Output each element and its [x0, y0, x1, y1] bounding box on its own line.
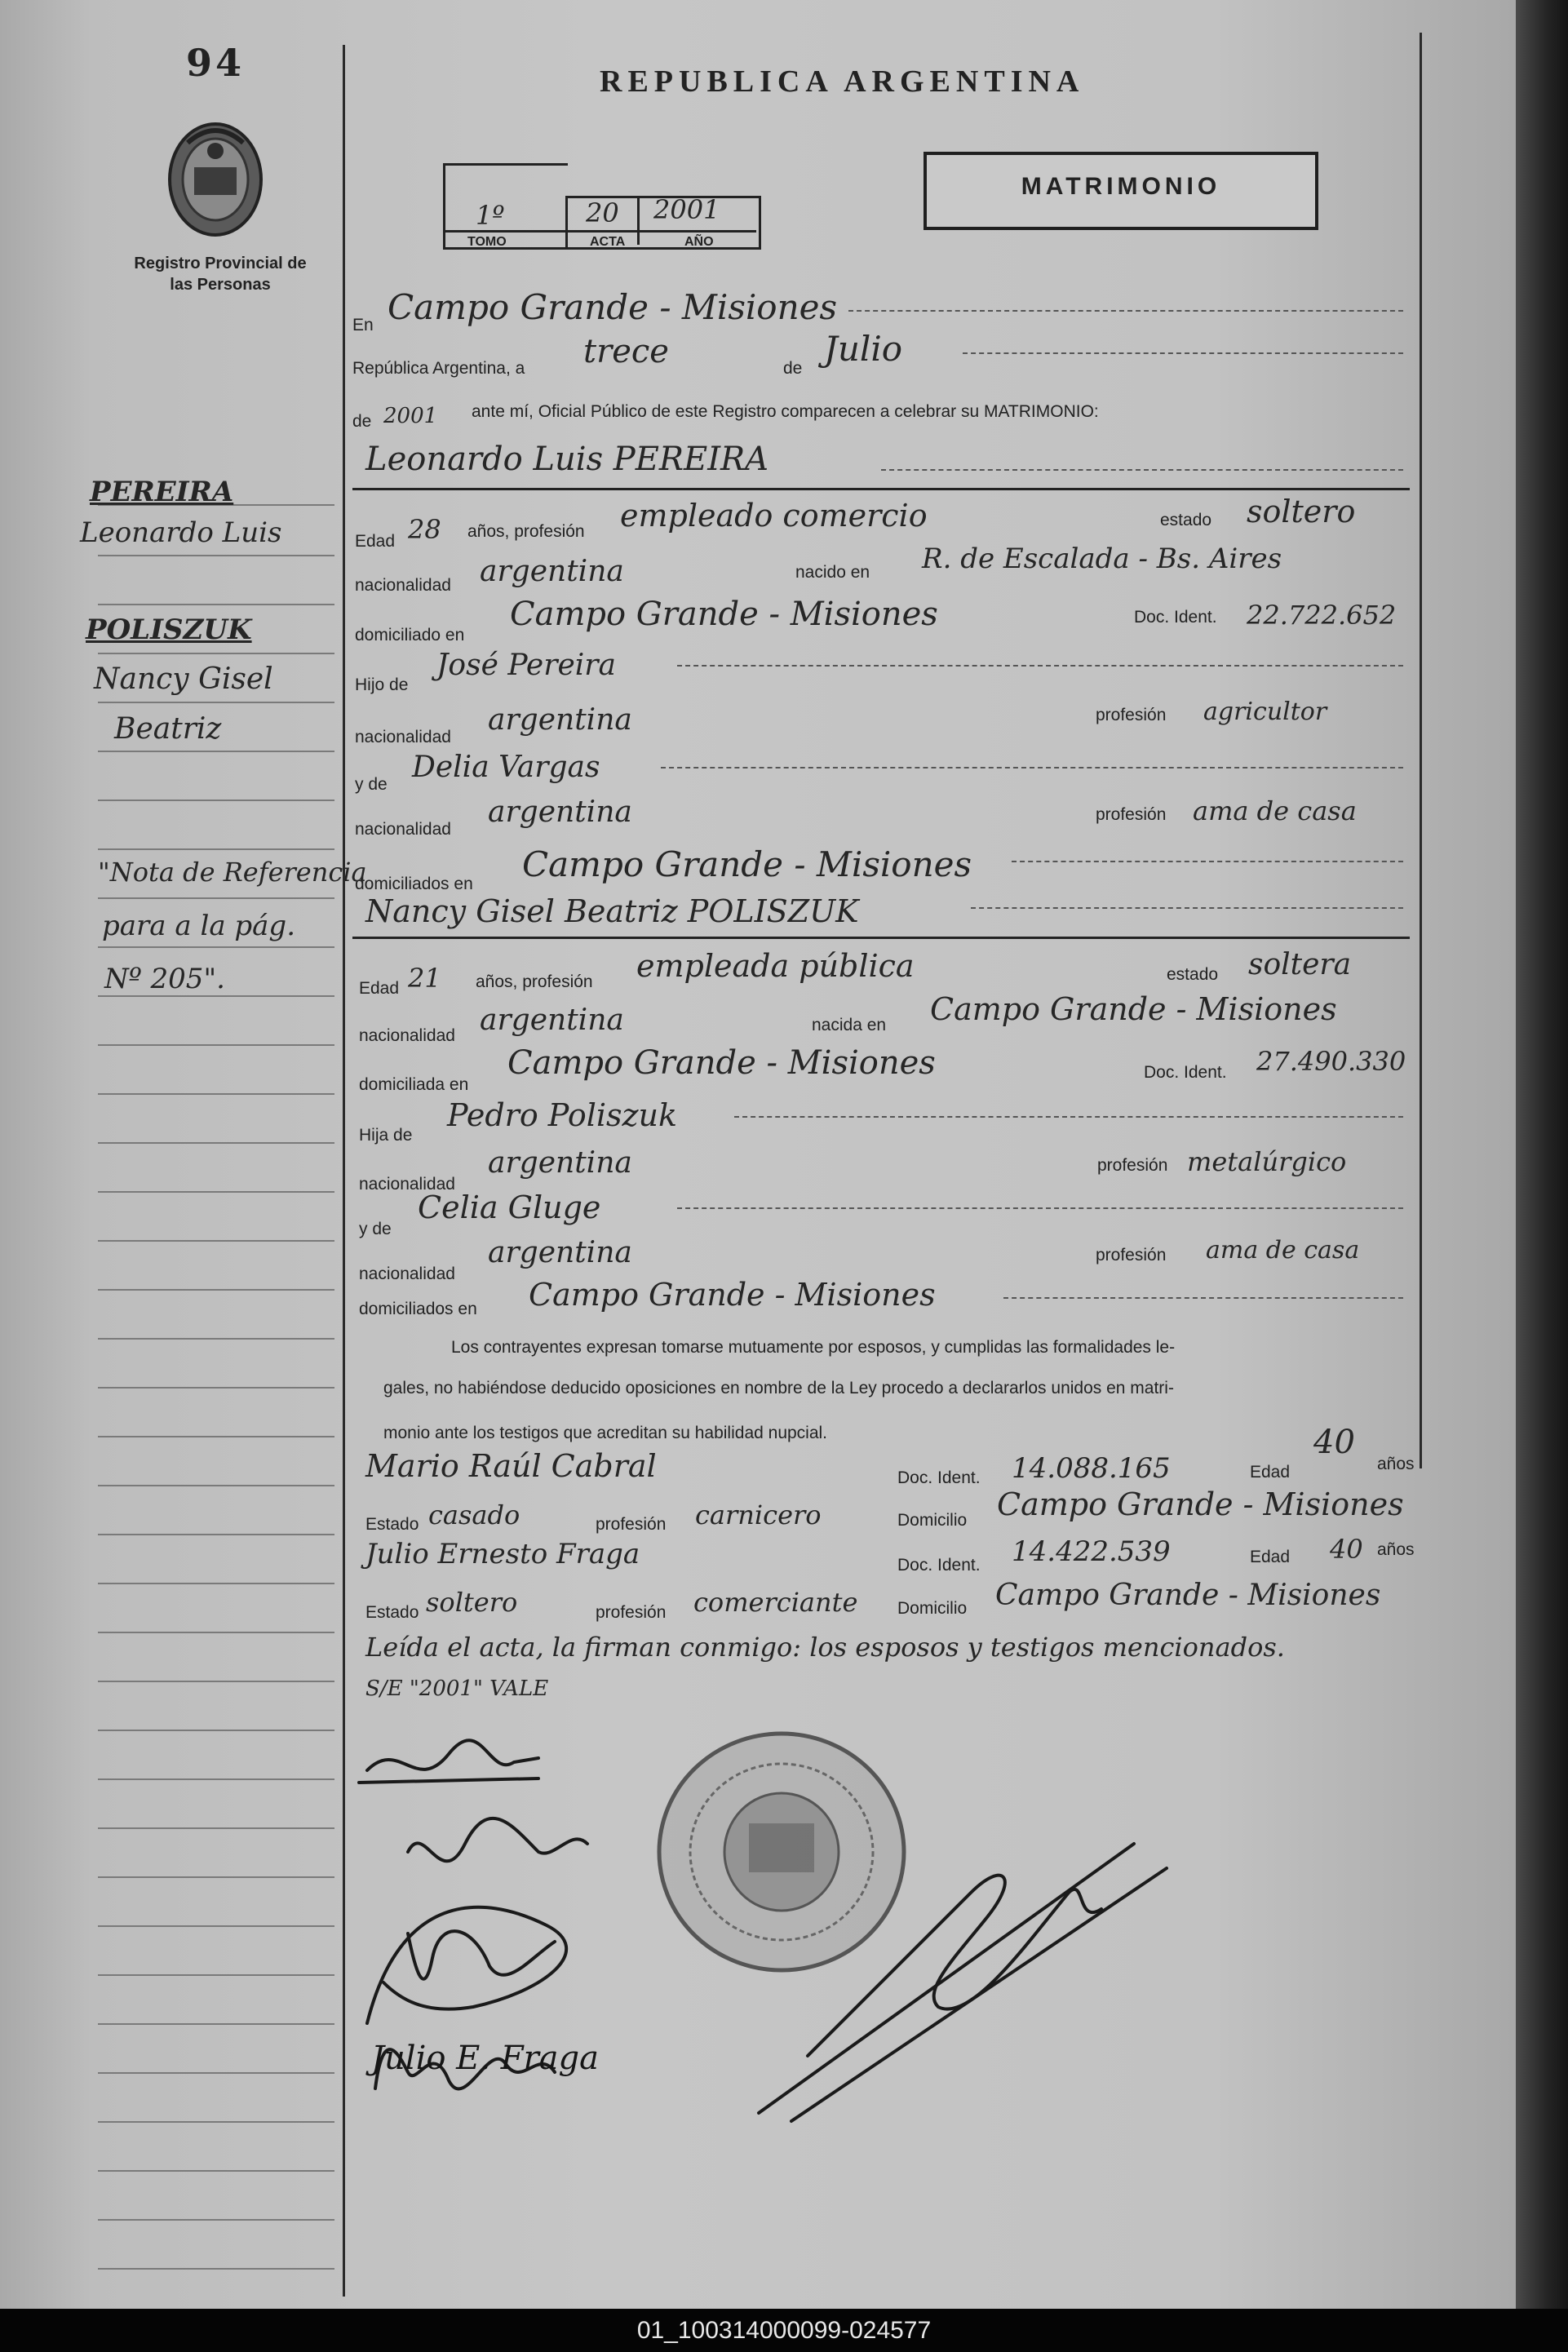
label-nacionalidad-bm: nacionalidad: [359, 1265, 455, 1283]
label-y-de-b: y de: [359, 1220, 392, 1238]
acta-label: ACTA: [590, 235, 626, 249]
witness-signature-text: Julio E. Fraga: [371, 2040, 599, 2077]
groom-mother: Delia Vargas: [412, 751, 600, 784]
groom-mother-nationality: argentina: [488, 795, 632, 829]
declaration-line-1: Los contrayentes expresan tomarse mutuamente por esposos, y cumplidas las formalidades le-: [451, 1338, 1176, 1357]
groom-nationality: argentina: [480, 555, 624, 588]
label-domicilio-w1: Domicilio: [897, 1511, 968, 1530]
bride-nationality: argentina: [480, 1003, 624, 1037]
bride-status: soltera: [1248, 948, 1352, 981]
label-nacionalidad-b: nacionalidad: [359, 1026, 455, 1045]
label-estado-w2: Estado: [365, 1603, 419, 1622]
label-profesion-bf: profesión: [1097, 1156, 1168, 1175]
witness-1-doc: 14.088.165: [1012, 1452, 1171, 1485]
groom-father-profession: agricultor: [1203, 698, 1327, 726]
right-margin-rule: [1420, 33, 1422, 1468]
label-edad-w1: Edad: [1250, 1463, 1291, 1482]
ceremony-year: 2001: [383, 404, 438, 428]
groom-age: 28: [408, 514, 441, 545]
label-doc-ident-w2: Doc. Ident.: [897, 1556, 981, 1575]
bride-father-nationality: argentina: [488, 1146, 632, 1180]
record-ref-box: [443, 163, 756, 253]
signatures-area: [351, 1730, 1330, 2154]
groom-mother-profession: ama de casa: [1193, 795, 1357, 826]
image-id-bar: [0, 2309, 1568, 2352]
witness-2-name: Julio Ernesto Fraga: [365, 1538, 640, 1570]
bride-father-profession: metalúrgico: [1187, 1146, 1347, 1177]
bride-parents-address: Campo Grande - Misiones: [529, 1277, 936, 1313]
blank-line: [677, 665, 1403, 667]
label-y-de: y de: [355, 775, 388, 794]
label-anos-w2: años: [1377, 1540, 1415, 1559]
blank-line: [1012, 861, 1403, 862]
ano-value: 2001: [653, 194, 720, 225]
margin-bride-surname: POLISZUK: [86, 613, 252, 646]
label-de-month: de: [783, 359, 803, 378]
witness-2-address: Campo Grande - Misiones: [995, 1579, 1381, 1612]
groom-address: Campo Grande - Misiones: [510, 596, 938, 633]
groom-doc: 22.722.652: [1247, 600, 1397, 631]
label-republica: República Argentina, a: [352, 359, 525, 378]
label-ante-mi: ante mí, Oficial Público de este Registro comparecen a celebrar su MATRIMONIO:: [472, 402, 1099, 421]
witness-2-age: 40: [1330, 1534, 1363, 1565]
groom-profession: empleado comercio: [620, 498, 928, 534]
margin-groom-given: Leonardo Luis: [80, 516, 282, 549]
blank-line: [1003, 1297, 1403, 1299]
ceremony-place: Campo Grande - Misiones: [388, 287, 838, 327]
label-hija-de: Hija de: [359, 1126, 413, 1145]
ano-label: AÑO: [684, 235, 714, 249]
blank-line: [661, 767, 1403, 768]
acta-value: 20: [586, 197, 619, 228]
label-hijo-de: Hijo de: [355, 675, 409, 694]
registry-name: Registro Provincial de las Personas: [134, 255, 307, 294]
groom-parents-address: Campo Grande - Misiones: [522, 844, 972, 884]
blank-line: [677, 1207, 1403, 1209]
label-profesion-bm: profesión: [1096, 1246, 1167, 1265]
bride-age: 21: [408, 963, 441, 994]
label-profesion-gf: profesión: [1096, 706, 1167, 724]
bride-name: Nancy Gisel Beatriz POLISZUK: [365, 893, 859, 929]
record-type-badge: [924, 152, 1318, 230]
groom-birthplace: R. de Escalada - Bs. Aires: [922, 543, 1282, 575]
label-domiciliados-en: domiciliados en: [355, 875, 473, 893]
label-profesion-gm: profesión: [1096, 805, 1167, 824]
witness-1-address: Campo Grande - Misiones: [997, 1486, 1404, 1522]
label-doc-ident-w1: Doc. Ident.: [897, 1468, 981, 1487]
page-number: 94: [186, 41, 246, 85]
margin-bride-given-2: Beatriz: [114, 712, 222, 746]
label-profesion-w2: profesión: [596, 1603, 667, 1622]
bride-mother-profession: ama de casa: [1206, 1236, 1360, 1265]
label-edad-w2: Edad: [1250, 1548, 1291, 1566]
declaration-line-2: gales, no habiéndose deducido oposiciones en nombre de la Ley procedo a declararlos unidos en matri-: [383, 1379, 1174, 1397]
bride-mother-nationality: argentina: [488, 1236, 632, 1269]
margin-bride-given-1: Nancy Gisel: [94, 662, 273, 696]
groom-name: Leonardo Luis PEREIRA: [365, 441, 769, 478]
margin-groom-surname: PEREIRA: [90, 476, 234, 508]
label-de-year: de: [352, 412, 372, 431]
image-id: 01_100314000099-024577: [636, 2317, 932, 2344]
label-anos-profesion: años, profesión: [467, 522, 585, 541]
closing-note-line-1: Leída el acta, la firman conmigo: los esposos y testigos mencionados.: [365, 1632, 1285, 1663]
blank-line: [848, 310, 1403, 312]
margin-reference-3: Nº 205".: [104, 963, 225, 995]
label-estado-w1: Estado: [365, 1515, 419, 1534]
record-type-label: MATRIMONIO: [1021, 173, 1221, 200]
label-anos-profesion-b: años, profesión: [476, 972, 593, 991]
label-nacionalidad: nacionalidad: [355, 576, 451, 595]
label-domiciliada-en: domiciliada en: [359, 1075, 469, 1094]
witness-2-doc: 14.422.539: [1012, 1535, 1171, 1568]
bride-birthplace: Campo Grande - Misiones: [930, 991, 1337, 1027]
label-estado-b: estado: [1167, 965, 1219, 984]
tomo-value: 1º: [476, 200, 505, 231]
label-en: En: [352, 316, 374, 334]
witness-1-age: 40: [1313, 1424, 1355, 1461]
coat-of-arms-emblem: [163, 118, 268, 241]
margin-reference-1: "Nota de Referencia: [98, 857, 367, 888]
label-estado: estado: [1160, 511, 1212, 529]
groom-father-nationality: argentina: [488, 703, 632, 737]
ceremony-month: Julio: [824, 329, 903, 369]
bride-mother: Celia Gluge: [418, 1189, 601, 1225]
label-nacido-en: nacido en: [795, 563, 870, 582]
blank-line: [971, 907, 1403, 909]
witness-1-status: casado: [428, 1499, 520, 1530]
blank-line: [734, 1116, 1403, 1118]
label-profesion-w1: profesión: [596, 1515, 667, 1534]
label-anos-w1: años: [1377, 1455, 1415, 1473]
closing-note-line-2: S/E "2001" VALE: [365, 1677, 549, 1701]
bride-address: Campo Grande - Misiones: [507, 1044, 936, 1082]
label-edad-b: Edad: [359, 979, 400, 998]
label-nacionalidad-gf: nacionalidad: [355, 728, 451, 746]
label-nacionalidad-bf: nacionalidad: [359, 1175, 455, 1194]
label-doc-ident: Doc. Ident.: [1134, 608, 1217, 627]
label-domiciliado-en: domiciliado en: [355, 626, 465, 644]
groom-status: soltero: [1247, 494, 1356, 529]
groom-father: José Pereira: [436, 649, 616, 682]
declaration-line-3: monio ante los testigos que acreditan su habilidad nupcial.: [383, 1424, 828, 1442]
bride-profession: empleada pública: [636, 948, 915, 984]
blank-line: [963, 352, 1403, 354]
label-domiciliados-en-b: domiciliados en: [359, 1300, 477, 1318]
section-divider: [352, 937, 1410, 939]
left-margin-rule: [343, 45, 345, 2297]
witness-2-status: soltero: [426, 1587, 518, 1618]
witness-2-profession: comerciante: [693, 1587, 858, 1618]
bride-doc: 27.490.330: [1256, 1046, 1406, 1077]
label-edad: Edad: [355, 532, 396, 551]
tomo-label: TOMO: [467, 235, 507, 249]
label-nacida-en: nacida en: [812, 1016, 887, 1034]
witness-1-name: Mario Raúl Cabral: [365, 1448, 657, 1484]
section-divider: [352, 488, 1410, 490]
label-doc-ident-b: Doc. Ident.: [1144, 1063, 1227, 1082]
label-nacionalidad-gm: nacionalidad: [355, 820, 451, 839]
country-title: REPUBLICA ARGENTINA: [600, 64, 1085, 99]
witness-1-profession: carnicero: [695, 1499, 822, 1530]
blank-line: [881, 469, 1403, 471]
margin-reference-2: para a la pág.: [102, 910, 296, 942]
book-spine: [1516, 0, 1568, 2309]
ceremony-day: trece: [583, 333, 669, 370]
bride-father: Pedro Poliszuk: [447, 1097, 678, 1133]
label-domicilio-w2: Domicilio: [897, 1599, 968, 1618]
